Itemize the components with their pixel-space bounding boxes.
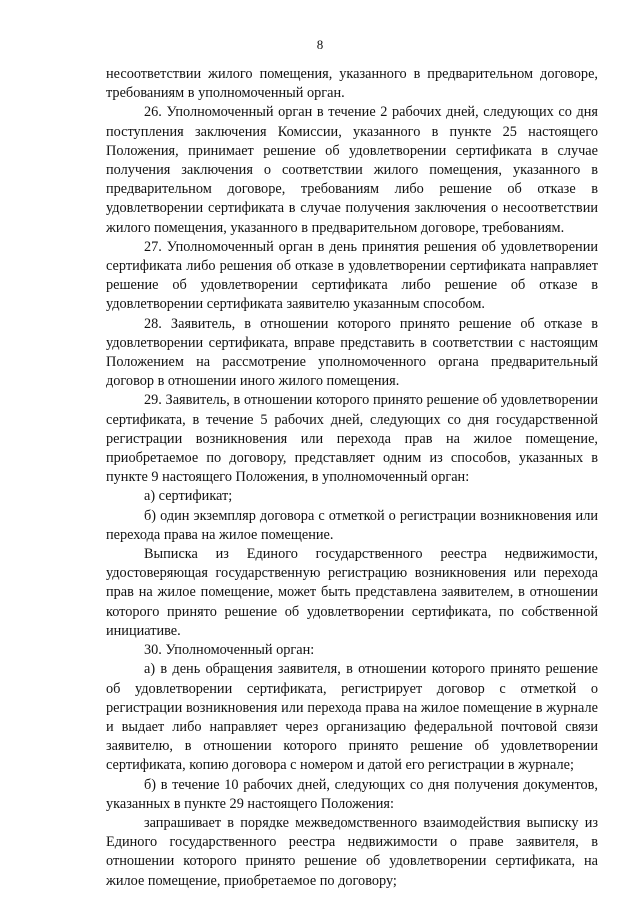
paragraph-clause-29: 29. Заявитель, в отношении которого принято решение об удовлетворении сертификата, в течение 5 рабочих дней, следующих со дня государственной регистрации возникновения или перехода прав на жилое помещение, приобретаемое по договору, представляет одним из способов, указанных в пункте 9 настоящего Положения, в уполномоченный орган: (106, 392, 598, 486)
paragraph-clause-30: 30. Уполномоченный орган: (144, 642, 315, 659)
paragraph-clause-29-a: а) сертификат; (144, 488, 233, 505)
paragraph-clause-26: 26. Уполномоченный орган в течение 2 рабочих дней, следующих со дня поступления заключения Комиссии, указанного в пункте 25 настоящего Положения, принимает решение об удовлетворении сертификата в случае получения заключения о соответствии жилого помещения, указанного в предварительном договоре, требованиям либо решение об отказе в удовлетворении сертификата в случае получения заключения о несоответствии жилого помещения, указанного в предварительном договоре, требованиям. (106, 104, 598, 236)
paragraph-clause-30-b-request: запрашивает в порядке межведомственного взаимодействия выписку из Единого государственного реестра недвижимости о праве заявителя, в отношении которого принято решение об удовлетворении сертификата, на жилое помещение, приобретаемое по договору; (106, 814, 598, 889)
page-number: 8 (316, 37, 324, 52)
paragraph-clause-28: 28. Заявитель, в отношении которого принято решение об отказе в удовлетворении сертификата, вправе представить в соответствии с настоящим Положением на рассмотрение уполномоченного органа предварительный договор в отношении иного жилого помещения. (106, 315, 598, 390)
paragraph-clause-27: 27. Уполномоченный орган в день принятия решения об удовлетворении сертификата либо решения об отказе в удовлетворении сертификата направляет решение об удовлетворении сертификата либо решение об отказе в удовлетворении сертификата заявителю указанным способом. (106, 238, 598, 313)
paragraph-extract-note: Выписка из Единого государственного реестра недвижимости, удостоверяющая государственную регистрацию возникновения или перехода прав на жилое помещение, может быть представлена заявителем, в отношении которого принято решение об удовлетворении сертификата, по собственной инициативе. (106, 546, 598, 639)
paragraph-continuation: несоответствии жилого помещения, указанного в предварительном договоре, требованиям в уполномоченный орган. (106, 66, 598, 102)
document-body (106, 65, 598, 891)
paragraph-clause-29-b: б) один экземпляр договора с отметкой о регистрации возникновения или перехода права на жилое помещение. (106, 507, 598, 543)
paragraph-clause-30-a: а) в день обращения заявителя, в отношении которого принято решение об удовлетворении сертификата, регистрирует договор с отметкой о регистрации возникновения или перехода права на жилое помещение в журнале и выдает либо направляет через организацию федеральной почтовой связи заявителю, в отношении которого принято решение об удовлетворении сертификата, копию договора с номером и датой его регистрации в журнале; (106, 661, 598, 774)
paragraph-clause-30-b: б) в течение 10 рабочих дней, следующих со дня получения документов, указанных в пункте 29 настоящего Положения: (106, 776, 598, 812)
